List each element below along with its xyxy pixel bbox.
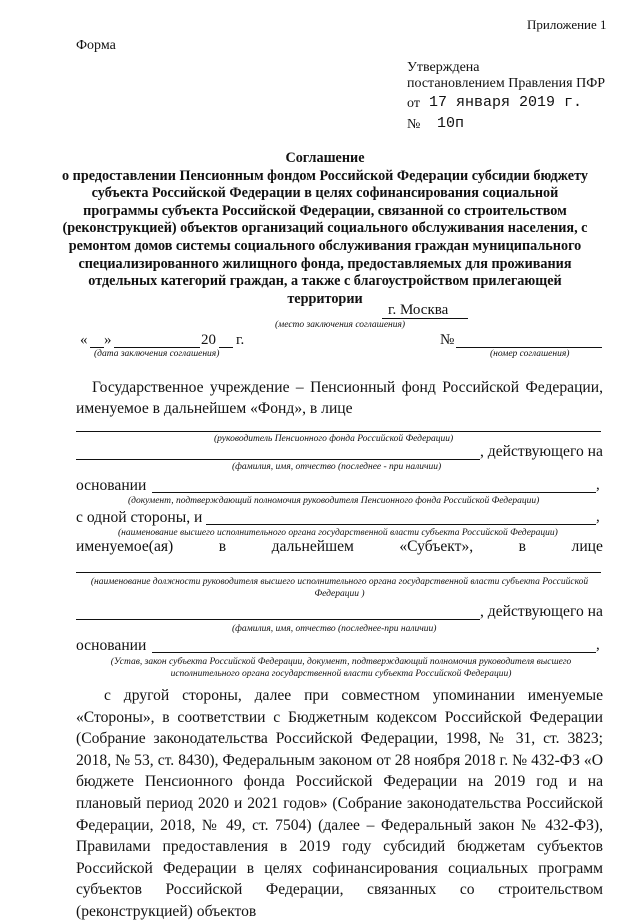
date-prefix: от	[407, 96, 420, 111]
quote-open: «	[80, 332, 88, 348]
intro-text: Государственное учреждение – Пенсионный фонд Российской Федерации, именуемое в дальнейшем «Фонд», в лице	[76, 379, 603, 417]
subject-document-field[interactable]	[152, 652, 596, 653]
year-field[interactable]	[219, 347, 233, 348]
subject-head-position-field[interactable]	[76, 572, 601, 573]
document-caption: (документ, подтверждающий полномочия руководителя Пенсионного фонда Российской Федерации)	[128, 496, 540, 506]
year-prefix: 20	[201, 332, 216, 348]
statute-caption: (Устав, закон субъекта Российской Федерации, документ, подтверждающий полномочия руководителя высшего исполнительного органа государственной власти субъекта Российской Федерации)	[110, 657, 572, 679]
place-caption: (место заключения соглашения)	[275, 320, 406, 330]
named-word-3: дальнейшем	[271, 538, 354, 555]
named-word-5: в	[518, 538, 527, 555]
resolution-number: 10п	[437, 115, 465, 132]
quote-close: »	[104, 332, 112, 348]
place-underline	[382, 318, 468, 319]
named-word-6: лице	[571, 538, 603, 555]
appendix-label: Приложение 1	[527, 17, 607, 32]
subject-organ-field[interactable]	[206, 524, 596, 525]
month-field[interactable]	[114, 347, 200, 348]
resolution-label: постановлением Правления ПФР	[407, 76, 606, 91]
agreement-title	[60, 150, 590, 308]
fund-document-field[interactable]	[152, 492, 596, 493]
organ-caption: (наименование высшего исполнительного органа государственной власти субъекта Российской Федерации)	[118, 528, 558, 538]
year-suffix: г.	[236, 332, 245, 348]
agreement-number-sign: №	[440, 332, 455, 348]
place-city: г. Москва	[388, 302, 449, 318]
comma-2: ,	[596, 509, 600, 525]
agreement-number-caption: (номер соглашения)	[490, 349, 570, 359]
named-subject-line	[76, 538, 603, 556]
resolution-date: 17 января 2019 г.	[429, 94, 583, 111]
agreement-number-field[interactable]	[456, 347, 602, 348]
day-field[interactable]	[90, 347, 104, 348]
fio-caption-2: (фамилия, имя, отчество (последнее-при наличии)	[232, 624, 437, 634]
one-side-label: с одной стороны, и	[76, 509, 203, 526]
acting-label-2: , действующего на	[480, 603, 603, 620]
acting-label-1: , действующего на	[480, 443, 603, 460]
named-word-2: в	[218, 538, 227, 555]
position-caption: (наименование должности руководителя высшего исполнительного органа государственной власти субъекта Российской Федерации )	[90, 577, 589, 599]
basis-label-2: основании	[76, 637, 147, 654]
date-caption: (дата заключения соглашения)	[94, 349, 220, 359]
basis-label-1: основании	[76, 477, 147, 494]
approved-label: Утверждена	[407, 60, 480, 75]
subject-head-fio-field[interactable]	[76, 619, 480, 620]
agreement-subject: о предоставлении Пенсионным фондом Российской Федерации субсидии бюджету субъекта Российской Федерации в целях софинансирования социальной программы субъекта Российской Федерации, связанной со строительством (реконструкцией) объектов организаций социального обслуживания населения, с ремонтом домов системы социального обслуживания граждан муниципального специализированного жилищного фонда, предоставляемых для проживания отдельных категорий граждан, а также с благоустройством прилегающей территории	[62, 167, 588, 307]
named-word-4: «Субъект»,	[399, 538, 474, 555]
form-label: Форма	[76, 38, 116, 53]
fund-head-field[interactable]	[76, 431, 601, 432]
number-prefix: №	[407, 117, 421, 132]
fio-caption-1: (фамилия, имя, отчество (последнее - при наличии)	[232, 462, 442, 472]
named-word-1: именуемое(ая)	[76, 538, 174, 555]
main-paragraph: с другой стороны, далее при совместном упоминании именуемые «Стороны», в соответствии с Бюджетным кодексом Российской Федерации (Собрание законодательства Российской Федерации, 1998, № 31, ст. 3823; 2018, № 53, ст. 8430), Федеральным законом от 28 ноября 2018 г. № 432-ФЗ «О бюджете Пенсионного фонда Российской Федерации на 2019 год и на плановый период 2020 и 2021 годов» (Собрание законодательства Российской Федерации, 2018, № 49, ст. 7504) (далее – Федеральный закон № 432-ФЗ), Правилами предоставления в 2019 году субсидий бюджетам субъектов Российской Федерации в целях софинансирования социальных программ субъектов Российской Федерации, связанных со строительством (реконструкцией) объектов	[76, 687, 603, 920]
comma-1: ,	[596, 477, 600, 493]
fund-head-caption: (руководитель Пенсионного фонда Российской Федерации)	[214, 434, 454, 444]
comma-3: ,	[596, 637, 600, 653]
agreement-heading: Соглашение	[285, 150, 365, 166]
fund-head-fio-field[interactable]	[76, 459, 480, 460]
